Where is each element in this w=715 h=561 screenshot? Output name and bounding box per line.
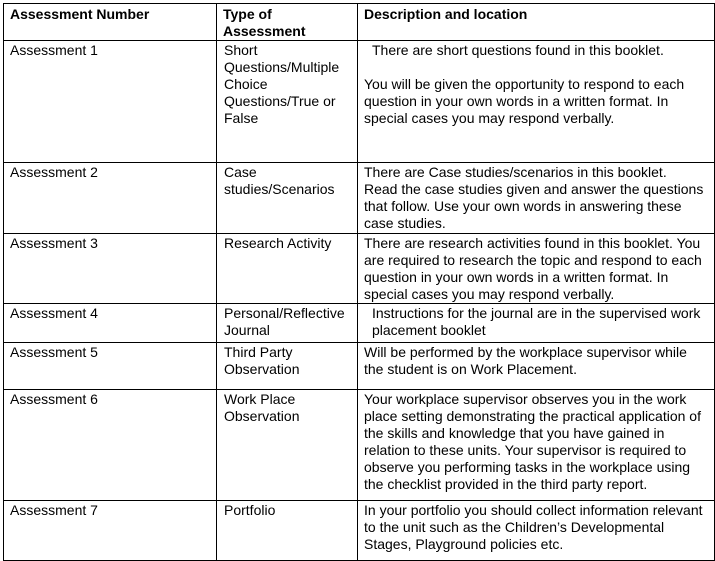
description-paragraph: Will be performed by the workplace supervisor while the student is on Work Placement. (364, 344, 687, 377)
assessment-table (3, 3, 715, 561)
assessment-number-cell: Assessment 7 (4, 501, 217, 561)
table-row (4, 304, 715, 343)
assessment-type-cell: Short Questions/Multiple Choice Questions/True or False (217, 41, 358, 163)
assessment-description-cell (358, 343, 715, 390)
paragraph-gap (364, 59, 704, 76)
assessment-number-cell: Assessment 4 (4, 304, 217, 343)
assessment-description-cell (358, 41, 715, 163)
header-description-location: Description and location (358, 4, 715, 41)
description-paragraph: Your workplace supervisor observes you in the work place setting demonstrating the practical application of the skills and knowledge that you have gained in relation to these units. Your supervisor is required to observe you performing tasks in the workplace using the checklist provided in the third party report. (364, 391, 701, 492)
description-paragraph: In your portfolio you should collect information relevant to the unit such as the Children’s Developmental Stages, Playground policies etc. (364, 502, 703, 552)
assessment-number-cell: Assessment 5 (4, 343, 217, 390)
table-row (4, 501, 715, 561)
assessment-type-cell: Work Place Observation (217, 390, 358, 501)
assessment-description-cell (358, 304, 715, 343)
description-paragraph: There are short questions found in this booklet. (372, 42, 664, 58)
assessment-type-cell: Personal/Reflective Journal (217, 304, 358, 343)
table-row (4, 41, 715, 163)
table-row (4, 163, 715, 234)
assessment-type-cell: Case studies/Scenarios (217, 163, 358, 234)
table-row (4, 343, 715, 390)
assessment-type-cell: Portfolio (217, 501, 358, 561)
assessment-type-cell: Research Activity (217, 234, 358, 304)
description-paragraph: Instructions for the journal are in the supervised work placement booklet (372, 305, 701, 338)
assessment-type-cell: Third Party Observation (217, 343, 358, 390)
assessment-number-cell: Assessment 6 (4, 390, 217, 501)
assessment-description-cell (358, 501, 715, 561)
header-assessment-number: Assessment Number (4, 4, 217, 41)
description-paragraph: There are research activities found in this booklet. You are required to research the topic and respond to each question in your own words in a written format. In special cases you may respond verbally. (364, 235, 702, 302)
description-paragraph: There are Case studies/scenarios in this booklet. Read the case studies given and answer the questions that follow. Use your own words in answering these case studies. (364, 164, 704, 231)
table-row (4, 234, 715, 304)
assessment-description-cell (358, 390, 715, 501)
assessment-description-cell (358, 163, 715, 234)
header-type-of-assessment: Type of Assessment (217, 4, 358, 41)
description-paragraph: You will be given the opportunity to respond to each question in your own words in a written format. In special cases you may respond verbally. (364, 76, 685, 126)
assessment-number-cell: Assessment 1 (4, 41, 217, 163)
table-header-row (4, 4, 715, 41)
assessment-number-cell: Assessment 3 (4, 234, 217, 304)
table-row (4, 390, 715, 501)
assessment-description-cell (358, 234, 715, 304)
assessment-number-cell: Assessment 2 (4, 163, 217, 234)
